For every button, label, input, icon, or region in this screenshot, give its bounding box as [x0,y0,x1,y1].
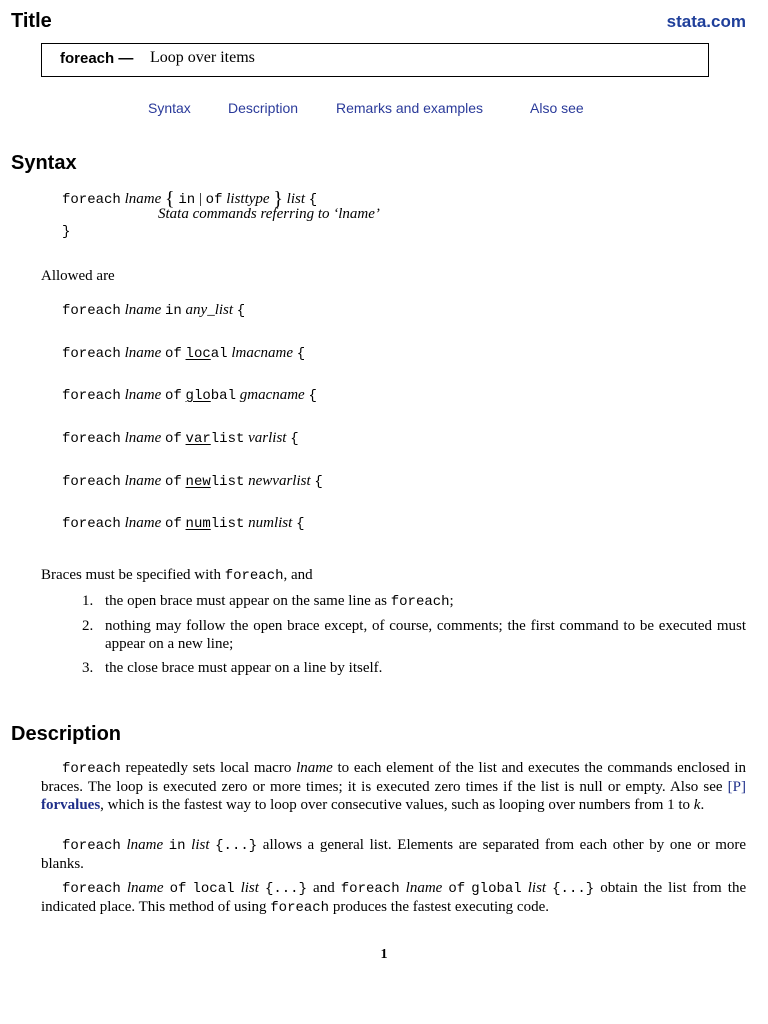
rule-1: 1. the open brace must appear on the same line as foreach; [82,593,454,610]
command-description: Loop over items [150,49,255,66]
forvalues-link[interactable]: forvalues [41,797,101,813]
ref-manual-tag[interactable]: [P] [727,779,746,795]
syntax-line-2: Stata commands referring to ‘lname’ [158,206,380,222]
form-numlist: foreach lname of numlist numlist { [62,515,305,532]
form-local: foreach lname of local lmacname { [62,345,306,362]
toc-also-see[interactable]: Also see [530,100,584,116]
syntax-line-3: } [62,224,71,240]
page-title: Title [11,10,52,32]
description-heading: Description [11,723,122,745]
form-varlist: foreach lname of varlist varlist { [62,430,299,447]
form-global: foreach lname of global gmacname { [62,387,317,404]
entry-title-box [41,43,709,77]
rule-2: 2. nothing may follow the open brace except, of course, comments; the first command to be executed must appear on a new line; [82,618,746,652]
toc-remarks[interactable]: Remarks and examples [336,100,484,116]
toc-syntax[interactable]: Syntax [148,100,191,116]
command-name: foreach — [60,50,134,67]
syntax-heading: Syntax [11,152,77,174]
page-number: 1 [380,947,388,962]
form-any-list: foreach lname in any_list { [62,302,246,319]
syntax-line-1: foreach lname { in | of listtype } list { [62,188,318,210]
site-link[interactable]: stata.com [666,12,746,31]
description-paragraph-2: foreach lname in list {...} allows a general list. Elements are separated from each other by one or more blanks. [41,837,747,872]
toc-description[interactable]: Description [228,100,299,116]
description-paragraph-3: foreach lname of local list {...} and foreach lname of global list {...} obtain the list from the indicated place. This method of using foreach produces the fastest executing code. [41,880,747,916]
rule-3: 3. the close brace must appear on a line by itself. [82,660,383,676]
allowed-label: Allowed are [41,268,115,284]
braces-intro: Braces must be specified with foreach, and [41,567,313,584]
description-paragraph-1: foreach repeatedly sets local macro lname to each element of the list and executes the commands enclosed in braces. The loop is executed zero or more times; it is executed zero times if the list is null or empty. Also see [P] forvalues, which is the fastest way to loop over consecutive values, such as looping over numbers from 1 to k. [41,760,747,813]
form-newlist: foreach lname of newlist newvarlist { [62,473,323,490]
